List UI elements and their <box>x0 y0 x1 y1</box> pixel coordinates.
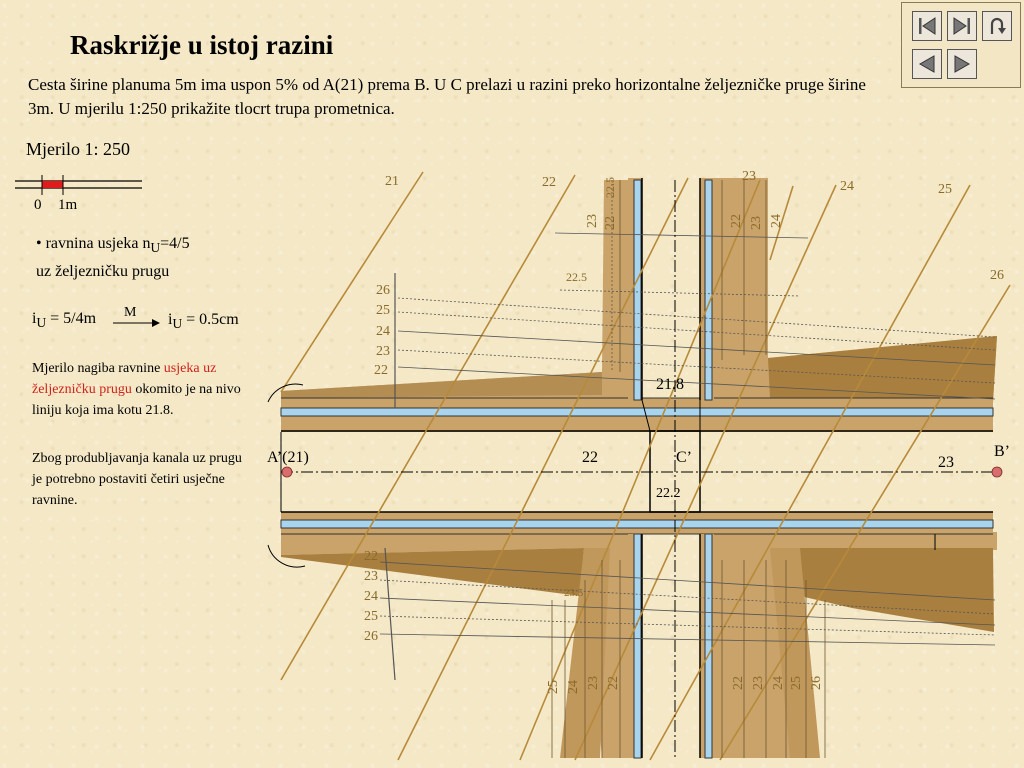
vertical-label: 25 <box>546 680 561 694</box>
vertical-label: 22.5 <box>603 177 617 198</box>
contour-label: 21 <box>385 174 399 189</box>
vertical-label: 23 <box>586 676 601 690</box>
slide-navigation-panel <box>901 2 1021 88</box>
stack-label: 26 <box>376 283 390 298</box>
previous-slide-button[interactable] <box>912 49 942 79</box>
road-level-23: 23 <box>938 454 954 471</box>
stack-label: 23 <box>376 344 390 359</box>
formula-arrow-label: M <box>124 305 137 320</box>
vertical-label: 22 <box>603 216 618 230</box>
last-slide-button[interactable] <box>947 11 977 41</box>
formula-arrow <box>113 319 160 327</box>
upper-left-cut-slope-shade <box>281 372 602 398</box>
previous-slide-icon <box>916 53 938 75</box>
vertical-label: 22 <box>729 214 744 228</box>
vertical-label: 24 <box>771 676 786 690</box>
first-slide-button[interactable] <box>912 11 942 41</box>
road-level-22: 22 <box>582 449 598 466</box>
next-slide-icon <box>951 53 973 75</box>
contour-labels-top <box>385 169 1004 284</box>
scale-bar <box>15 175 142 195</box>
lower-right-cut-slope-shade <box>786 548 994 632</box>
vertical-label: 22 <box>606 676 621 690</box>
vertical-label: 26 <box>809 676 824 690</box>
contour-label: 22 <box>542 175 556 190</box>
canal-note: Zbog produbljavanja kanala uz prugu je potrebno postaviti četiri usječne ravnine. <box>32 451 242 508</box>
formula-right: $i_U = 0.5cm$ <box>168 311 239 332</box>
rail-corridor <box>281 398 993 534</box>
stack-label: 26 <box>364 629 378 644</box>
first-slide-icon <box>916 15 938 37</box>
contour-label: 23 <box>742 169 756 184</box>
vertical-label: 23 <box>585 214 600 228</box>
left-stack-labels <box>364 283 390 644</box>
slope-scale-note: Mjerilo nagiba ravnine usjeka uz željezničku prugu okomito je na nivo liniju koja ima kotu 21.8. <box>32 361 241 418</box>
upper-right-cut-slope-shade <box>768 336 997 402</box>
terrain-contours <box>281 172 1010 760</box>
return-button[interactable] <box>982 11 1012 41</box>
scale-unit: 1m <box>58 197 78 213</box>
stack-label: 24 <box>376 324 390 339</box>
point-b-label: B’ <box>994 443 1010 460</box>
stack-label: 22 <box>364 549 378 564</box>
formula-left: $i_U = 5/4m$ <box>32 310 97 331</box>
stack-label: 22 <box>374 363 388 378</box>
vertical-label: 25 <box>789 676 804 690</box>
scale-zero: 0 <box>34 197 42 213</box>
vertical-label: 23 <box>751 676 766 690</box>
stack-label: 25 <box>364 609 378 624</box>
contour-label: 24 <box>840 179 854 194</box>
vertical-label: 24 <box>769 214 784 228</box>
stack-label: 25 <box>376 303 390 318</box>
stack-label: 24 <box>364 589 378 604</box>
page-title: Raskrižje u istoj razini <box>70 30 334 60</box>
cut-slope-note: • ravnina usjeka $n_U=4/5$ uz željezničku prugu <box>36 235 190 281</box>
scale-label: Mjerilo 1: 250 <box>26 139 130 159</box>
vertical-label: 23 <box>749 216 764 230</box>
return-icon <box>986 15 1008 37</box>
task-description: Cesta širine planuma 5m ima uspon 5% od A(21) prema B. U C prelazi u razini preko horizontalne željezničke pruge širine 3m. U mjerilu 1:250 prikažite tlocrt trupa prometnica. <box>28 75 866 118</box>
contour-label: 25 <box>938 182 952 197</box>
crossing-level-label: 22.2 <box>656 486 681 501</box>
contour-label: 26 <box>990 268 1004 283</box>
vertical-label: 24 <box>566 680 581 694</box>
point-b-marker <box>992 467 1002 477</box>
bottom-small-label: 23.5 <box>564 587 584 599</box>
rail-level-label: 21.8 <box>656 376 684 393</box>
contour-label: 22.5 <box>566 270 587 284</box>
last-slide-icon <box>951 15 973 37</box>
point-a-label: A’(21) <box>267 449 309 466</box>
upper-left-cut-slope <box>281 180 642 400</box>
point-a-marker <box>282 467 292 477</box>
next-slide-button[interactable] <box>947 49 977 79</box>
point-c-label: C’ <box>676 449 692 466</box>
vertical-label: 22 <box>731 676 746 690</box>
stack-label: 23 <box>364 569 378 584</box>
